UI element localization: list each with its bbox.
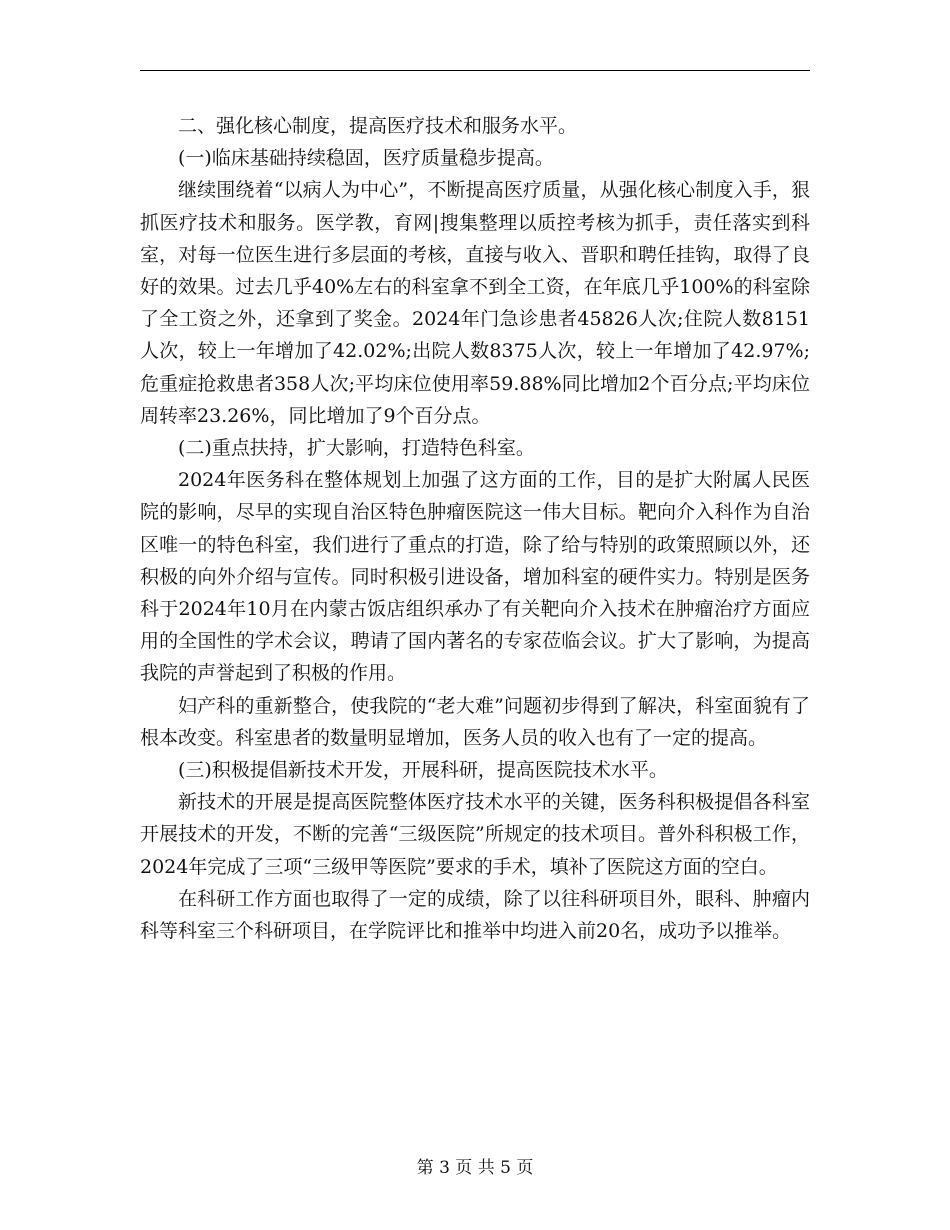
subsection-heading: (三)积极提倡新技术开发，开展科研，提高医院技术水平。 bbox=[178, 759, 668, 782]
body-paragraph: 2024年医务科在整体规划上加强了这方面的工作，目的是扩大附属人民医院的影响，尽早的实现自治区特色肿瘤医院这一伟大目标。靶向介入科作为自治区唯一的特色科室，我们进行了重点的打造，除了给与特别的政策照顾以外，还积极的向外介绍与宣传。同时积极引进设备，增加科室的硬件实力。特别是医务科于2024年10月在内蒙古饭店组织承办了有关靶向介入技术在肿瘤治疗方面应用的全国性的学术会议，聘请了国内著名的专家莅临会议。扩大了影响，为提高我院的声誉起到了积极的作用。 bbox=[140, 469, 810, 685]
body-paragraph: 在科研工作方面也取得了一定的成绩，除了以往科研项目外，眼科、肿瘤内科等科室三个科研项目，在学院评比和推举中均进入前20名，成功予以推举。 bbox=[140, 887, 810, 943]
document-body bbox=[140, 110, 810, 947]
subsection-heading: (二)重点扶持，扩大影响，打造特色科室。 bbox=[178, 437, 535, 460]
subsection-heading: (一)临床基础持续稳固，医疗质量稳步提高。 bbox=[178, 147, 554, 170]
body-paragraph: 新技术的开展是提高医院整体医疗技术水平的关键，医务科积极提倡各科室开展技术的开发，不断的完善“三级医院”所规定的技术项目。普外科积极工作，2024年完成了三项“三级甲等医院”要求的手术，填补了医院这方面的空白。 bbox=[140, 791, 810, 878]
body-paragraph: 妇产科的重新整合，使我院的“老大难”问题初步得到了解决，科室面貌有了根本改变。科室患者的数量明显增加，医务人员的收入也有了一定的提高。 bbox=[140, 694, 810, 749]
body-paragraph: 继续围绕着“以病人为中心”，不断提高医疗质量，从强化核心制度入手，狠抓医疗技术和服务。医学教，育网|搜集整理以质控考核为抓手，责任落实到科室，对每一位医生进行多层面的考核，直接与收入、晋职和聘任挂钩，取得了良好的效果。过去几乎40%左右的科室拿不到全工资，在年底几乎100%的科室除了全工资之外，还拿到了奖金。2024年门急诊患者45826人次;住院人数8151人次，较上一年增加了42.02%;出院人数8375人次，较上一年增加了42.97%;危重症抢救患者358人次;平均床位使用率59.88%同比增加2个百分点;平均床位周转率23.26%，同比增加了9个百分点。 bbox=[140, 179, 810, 427]
page-number-footer: 第 3 页 共 5 页 bbox=[416, 1158, 534, 1178]
section-heading: 二、强化核心制度，提高医疗技术和服务水平。 bbox=[178, 115, 578, 137]
header-rule bbox=[140, 70, 810, 71]
